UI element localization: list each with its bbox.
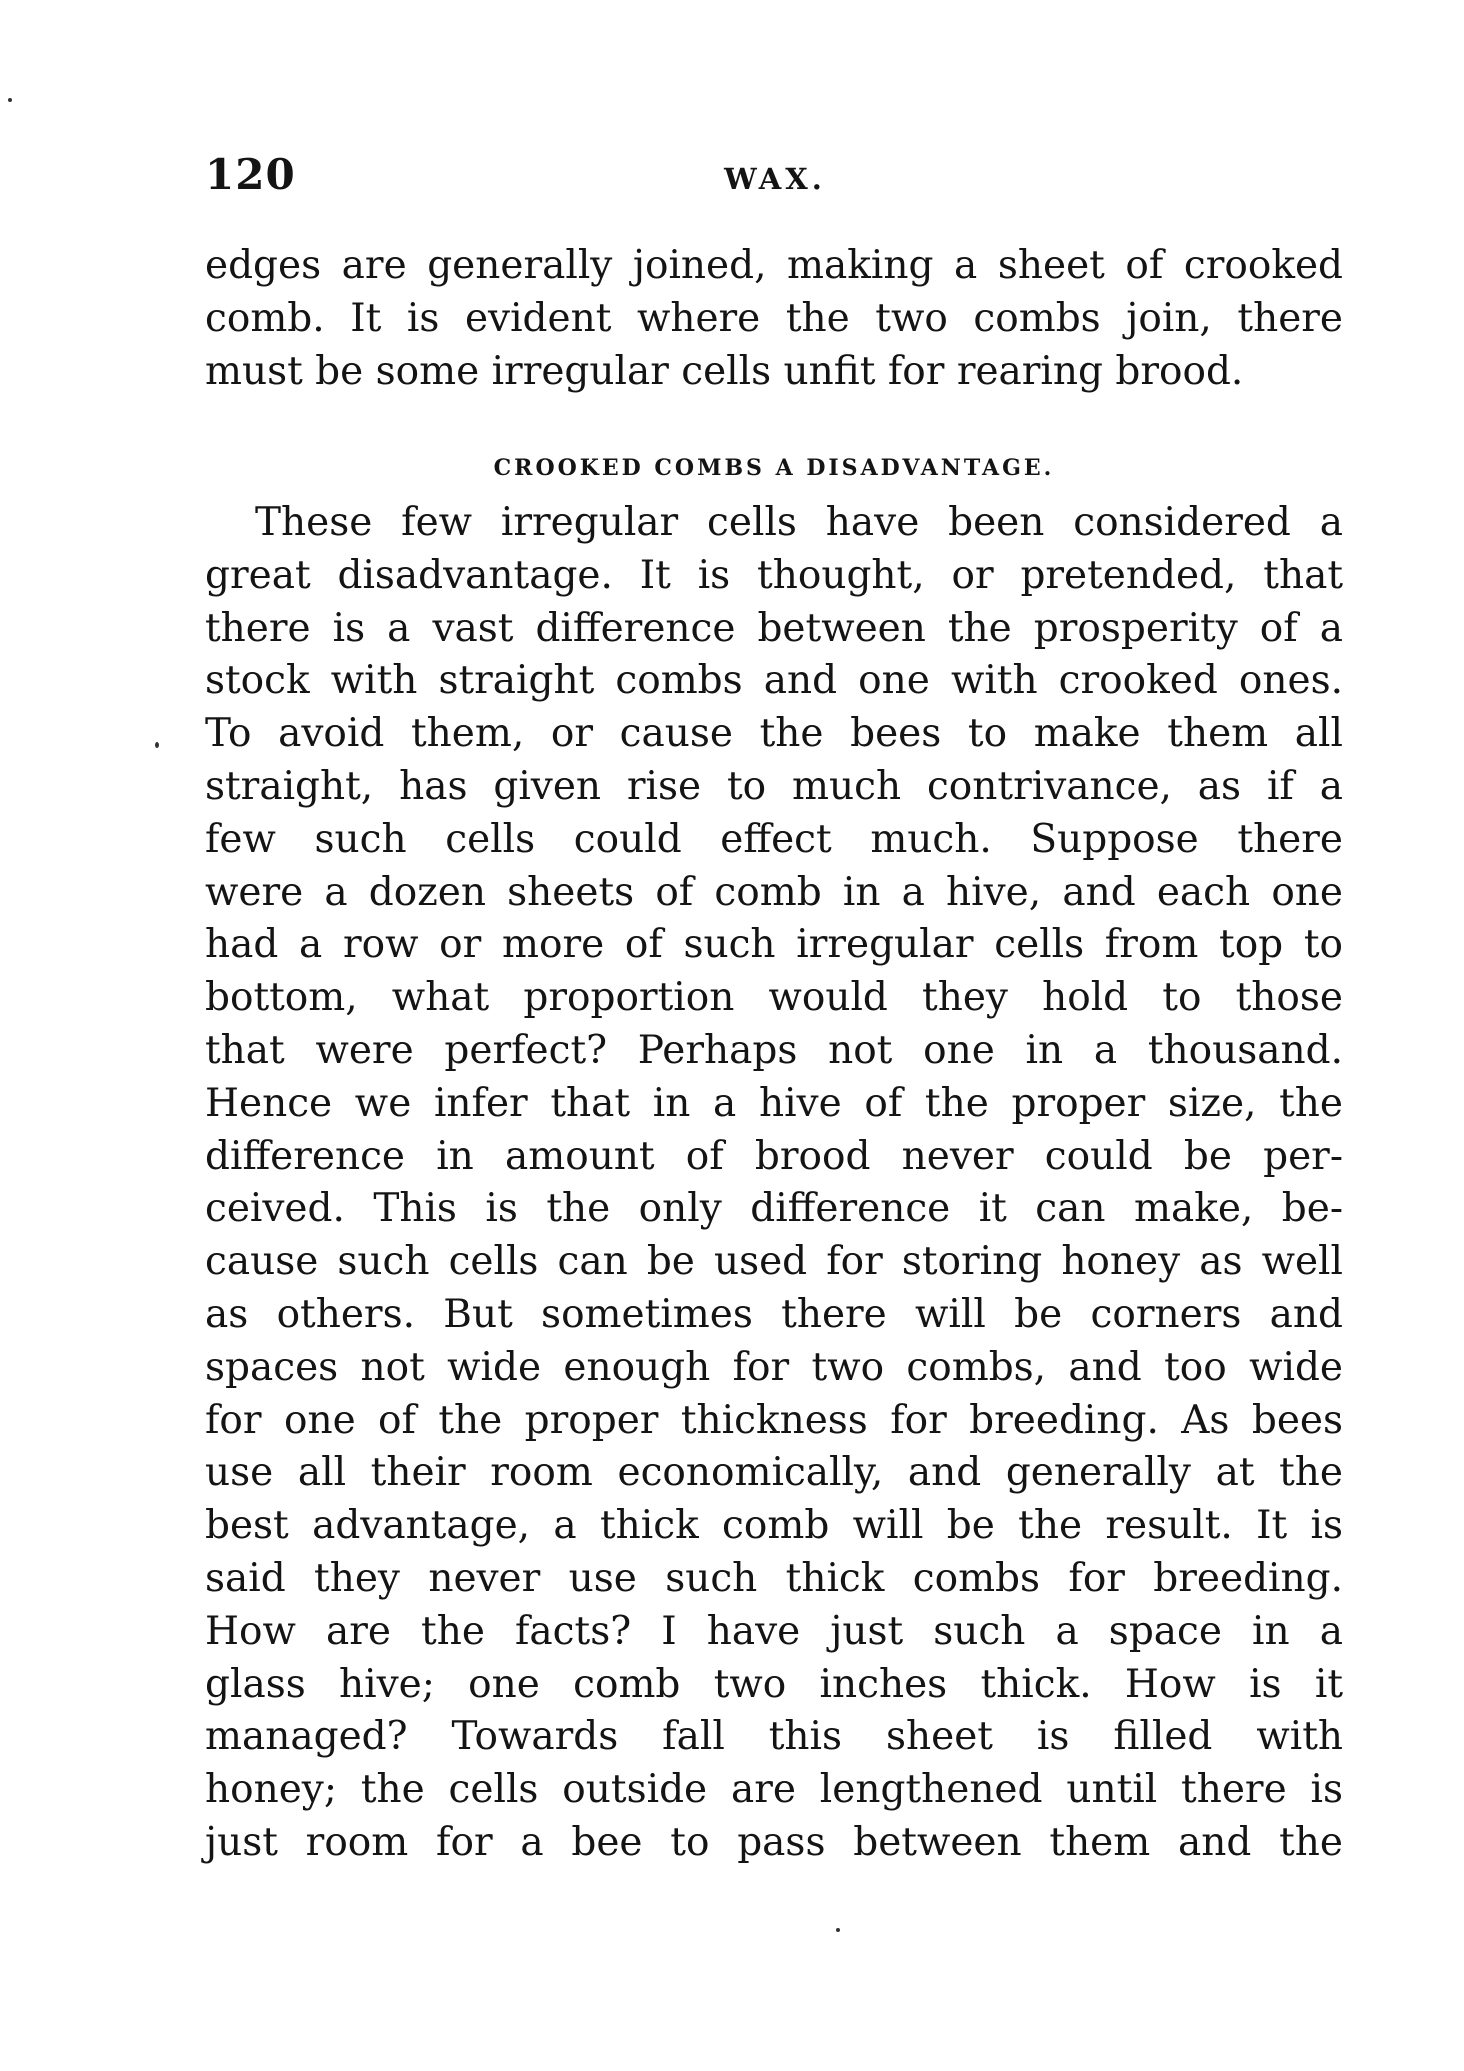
continuation-paragraph [205, 240, 1343, 398]
text-line: there is a vast difference between the prosperity of a [205, 605, 1343, 651]
paper-speck [836, 1928, 840, 1932]
text-line: just room for a bee to pass between them and the [205, 1819, 1343, 1865]
section-heading: CROOKED COMBS A DISADVANTAGE. [493, 455, 1055, 481]
text-line: Hence we infer that in a hive of the proper size, the [205, 1080, 1343, 1126]
running-head [205, 150, 1345, 210]
text-line: How are the facts? I have just such a space in a [205, 1608, 1343, 1654]
text-line: managed? Towards fall this sheet is filled with [205, 1714, 1343, 1760]
text-line: These few irregular cells have been considered a [255, 500, 1343, 545]
text-line: ceived. This is the only difference it can make, be- [205, 1186, 1343, 1232]
text-line: said they never use such thick combs for breeding. [205, 1555, 1343, 1601]
text-line: cause such cells can be used for storing honey as well [205, 1239, 1343, 1285]
text-line: great disadvantage. It is thought, or pretended, that [205, 552, 1343, 598]
text-line: comb. It is evident where the two combs join, there [205, 295, 1343, 341]
text-line: were a dozen sheets of comb in a hive, and each one [205, 869, 1343, 915]
text-line: as others. But sometimes there will be corners and [205, 1291, 1343, 1337]
running-title: WAX. [724, 162, 826, 196]
text-line: bottom, what proportion would they hold to those [205, 975, 1343, 1021]
text-line: To avoid them, or cause the bees to make them all [205, 711, 1343, 757]
text-line: edges are generally joined, making a sheet of crooked [205, 243, 1343, 288]
page-number: 120 [205, 150, 296, 199]
paper-speck [8, 98, 12, 102]
text-line: for one of the proper thickness for breeding. As bees [205, 1397, 1343, 1443]
text-line: use all their room economically, and generally at the [205, 1450, 1343, 1496]
text-line: honey; the cells outside are lengthened until there is [205, 1767, 1343, 1813]
paper-speck [155, 742, 159, 748]
text-line: best advantage, a thick comb will be the result. It is [205, 1503, 1343, 1549]
text-line: stock with straight combs and one with crooked ones. [205, 658, 1343, 704]
text-line: must be some irregular cells unfit for rearing brood. [205, 348, 1244, 394]
text-line: that were perfect? Perhaps not one in a thousand. [205, 1027, 1343, 1073]
text-line: straight, has given rise to much contrivance, as if a [205, 763, 1343, 809]
text-line: had a row or more of such irregular cells from top to [205, 922, 1343, 968]
text-line: spaces not wide enough for two combs, and too wide [205, 1344, 1343, 1390]
text-line: few such cells could effect much. Suppose there [205, 816, 1343, 862]
text-line: glass hive; one comb two inches thick. How is it [205, 1661, 1343, 1707]
main-paragraph [205, 497, 1343, 1870]
text-line: difference in amount of brood never could be per- [205, 1133, 1343, 1179]
